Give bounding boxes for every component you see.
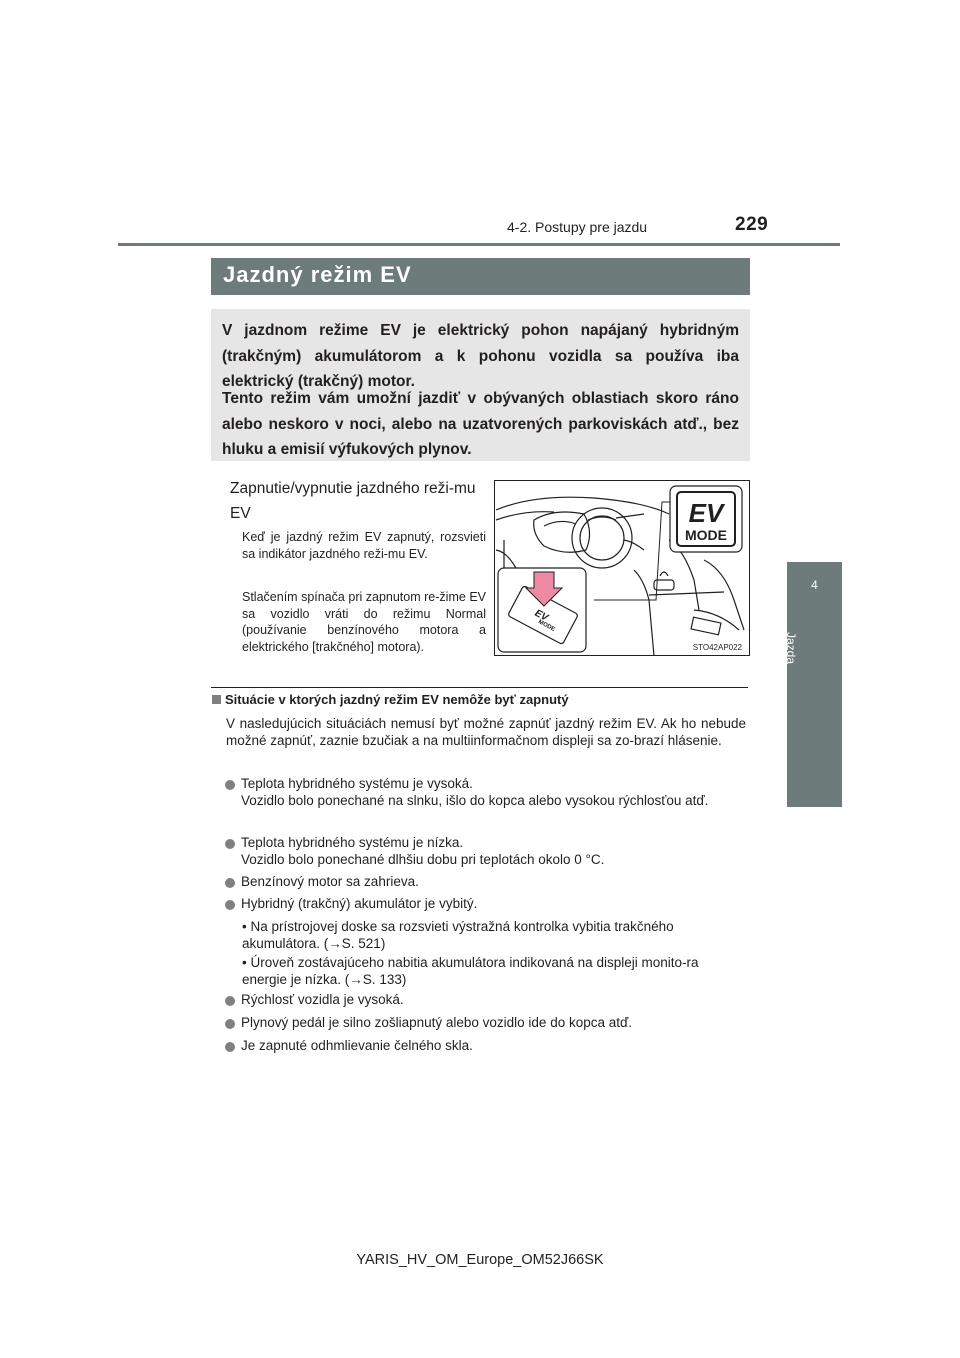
list-item-text: Je zapnuté odhmlievanie čelného skla. (241, 1038, 473, 1053)
sub-list-item: • Na prístrojovej doske sa rozsvieti výstražná kontrolka vybitia trakčného akumulátora. (→S. 521) (242, 919, 674, 951)
list-item-text: Benzínový motor sa zahrieva. (241, 874, 419, 889)
ev-off-description: Stlačením spínača pri zapnutom re-žime EV sa vozidlo vráti do režimu Normal (používanie benzínového motora a elektrického [trakčného] motora). (242, 590, 486, 654)
intro-paragraph-2: Tento režim vám umožní jazdiť v obývaných oblastiach skoro ráno alebo neskoro v noci, alebo na uzatvorených parkoviskách atď., bez hluku a emisií výfukových plynov. (222, 390, 739, 458)
svg-text:EV: EV (532, 607, 550, 624)
document-footer: YARIS_HV_OM_Europe_OM52J66SK (356, 1252, 604, 1268)
list-item-text: Hybridný (trakčný) akumulátor je vybitý. (241, 896, 478, 911)
ev-on-description: Keď je jazdný režim EV zapnutý, rozsvieti sa indikátor jazdného reži-mu EV. (242, 530, 486, 561)
chapter-tab-number: 4 (811, 578, 818, 592)
list-item-text: Teplota hybridného systému je nízka. (241, 835, 464, 850)
intro-paragraph-1: V jazdnom režime EV je elektrický pohon napájaný hybridným (trakčným) akumulátorom a k pohonu vozidla sa používa iba elektrický (trakčný) motor. (222, 322, 739, 390)
list-item-text: Teplota hybridného systému je vysoká. (241, 776, 473, 791)
chapter-tab-label: Jazda (784, 632, 798, 665)
section-header: 4-2. Postupy pre jazdu (507, 219, 648, 235)
bullet-icon (225, 1019, 235, 1029)
ev-mode-button-callout (670, 486, 742, 552)
heading-square-icon (212, 695, 221, 704)
header-rule (118, 243, 840, 246)
sub-list-item: • Úroveň zostávajúceho nabitia akumulátora indikovaná na displeji monito-ra energie je nízka. (→S. 133) (242, 955, 699, 987)
bullet-icon (225, 1042, 235, 1052)
bullet-icon (225, 900, 235, 910)
list-item-text: Rýchlosť vozidla je vysoká. (241, 992, 404, 1007)
bullet-icon (225, 878, 235, 888)
page-number: 229 (735, 214, 769, 235)
section-divider (211, 687, 748, 688)
situations-intro: V nasledujúcich situáciách nemusí byť možné zapnúť jazdný režim EV. Ak ho nebude možné zapnúť, zaznie bzučiak a na multiinformačnom displeji sa zo-brazí hlásenie. (226, 716, 746, 748)
list-item-detail: Vozidlo bolo ponechané na slnku, išlo do kopca alebo vysokou rýchlosťou atď. (241, 793, 709, 808)
page-title: Jazdný režim EV (223, 262, 412, 287)
bullet-icon (225, 780, 235, 790)
illustration-code: STO42AP022 (692, 643, 742, 652)
ev-switch-closeup (498, 568, 586, 652)
list-item-text: Plynový pedál je silno zošliapnutý alebo vozidlo ide do kopca atď. (241, 1015, 633, 1030)
mode-label: MODE (685, 527, 727, 543)
ev-label: EV (688, 498, 724, 528)
ev-mode-illustration (494, 480, 750, 656)
situations-heading: Situácie v ktorých jazdný režim EV nemôže byť zapnutý (212, 692, 569, 707)
bullet-icon (225, 996, 235, 1006)
ev-switch-heading: Zapnutie/vypnutie jazdného reži-mu EV (230, 480, 476, 522)
svg-text:MODE: MODE (537, 619, 556, 633)
list-item-detail: Vozidlo bolo ponechané dlhšiu dobu pri teplotách okolo 0 °C. (241, 852, 605, 867)
bullet-icon (225, 839, 235, 849)
